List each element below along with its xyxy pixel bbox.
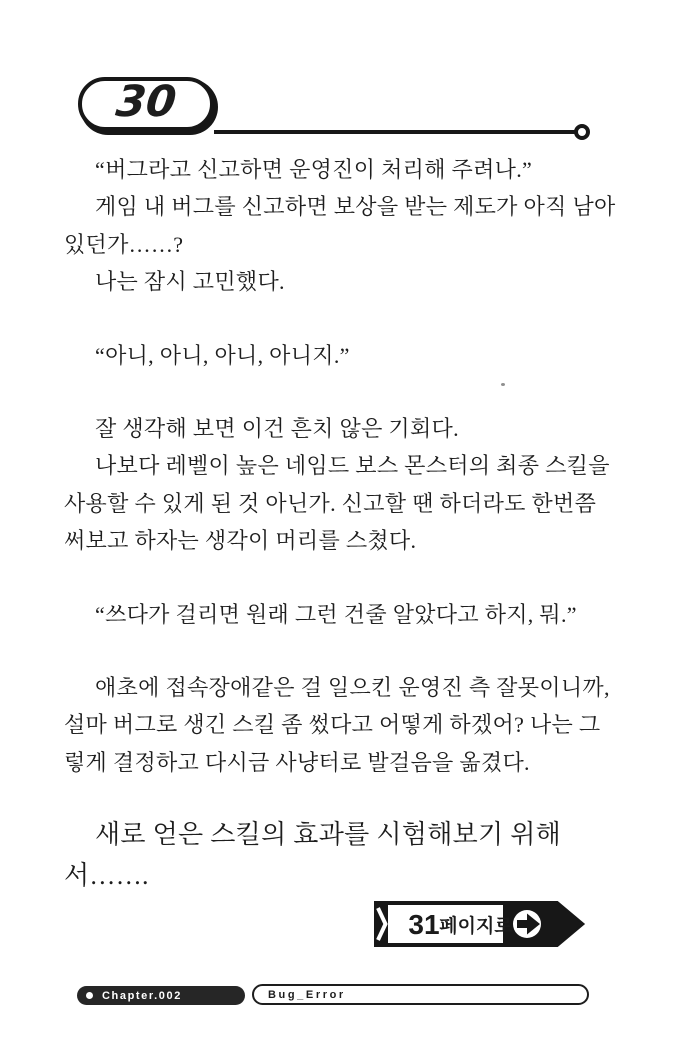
title-badge-label: Bug_Error xyxy=(268,988,346,1001)
novel-text-line: 써보고 하자는 생각이 머리를 스쳤다. xyxy=(64,528,417,554)
chapter-badge xyxy=(77,986,245,1005)
novel-text-line: 잘 생각해 보면 이건 흔치 않은 기회다. xyxy=(95,416,459,442)
next-page-button-shape xyxy=(374,900,586,947)
novel-text-line: 설마 버그로 생긴 스킬 좀 썼다고 어떻게 하겠어? 나는 그 xyxy=(64,712,601,738)
scan-artifact-dot xyxy=(501,383,505,386)
next-page-number: 31 xyxy=(408,909,440,940)
header-divider-line xyxy=(214,130,575,134)
novel-text-line: 렇게 결정하고 다시금 사냥터로 발걸음을 옮겼다. xyxy=(64,749,530,775)
novel-text-line: 나는 잠시 고민했다. xyxy=(95,269,285,295)
novel-text-line: 나보다 레벨이 높은 네임드 보스 몬스터의 최종 스킬을 xyxy=(95,453,610,479)
novel-text-line: 사용할 수 있게 된 것 아닌가. 신고할 땐 하더라도 한번쯤 xyxy=(64,490,597,516)
novel-text-line: 애초에 접속장애같은 걸 일으킨 운영진 측 잘못이니까, xyxy=(95,675,610,701)
novel-text-line: 게임 내 버그를 신고하면 보상을 받는 제도가 아직 남아 xyxy=(95,194,616,220)
ring-icon xyxy=(574,124,590,140)
novel-text-block xyxy=(64,151,620,896)
novel-text-line: “쓰다가 걸리면 원래 그런 건줄 알았다고 하지, 뭐.” xyxy=(95,601,577,627)
novel-text-line: 새로 얻은 스킬의 효과를 시험해보기 위해 xyxy=(95,820,562,850)
chapter-number: 30 xyxy=(113,77,179,127)
title-badge xyxy=(252,984,589,1005)
chapter-badge-label: Chapter.002 xyxy=(102,990,182,1002)
novel-text-line: 있던가……? xyxy=(64,231,184,257)
dot-icon xyxy=(86,992,93,999)
novel-text-line: 서……. xyxy=(64,861,149,891)
chapter-number-badge xyxy=(78,77,214,131)
novel-text-line: “아니, 아니, 아니, 아니지.” xyxy=(95,342,350,368)
next-page-label: 페이지로 xyxy=(439,916,513,937)
next-page-button[interactable] xyxy=(374,900,586,947)
novel-text-line: “버그라고 신고하면 운영진이 처리해 주려나.” xyxy=(95,157,533,182)
